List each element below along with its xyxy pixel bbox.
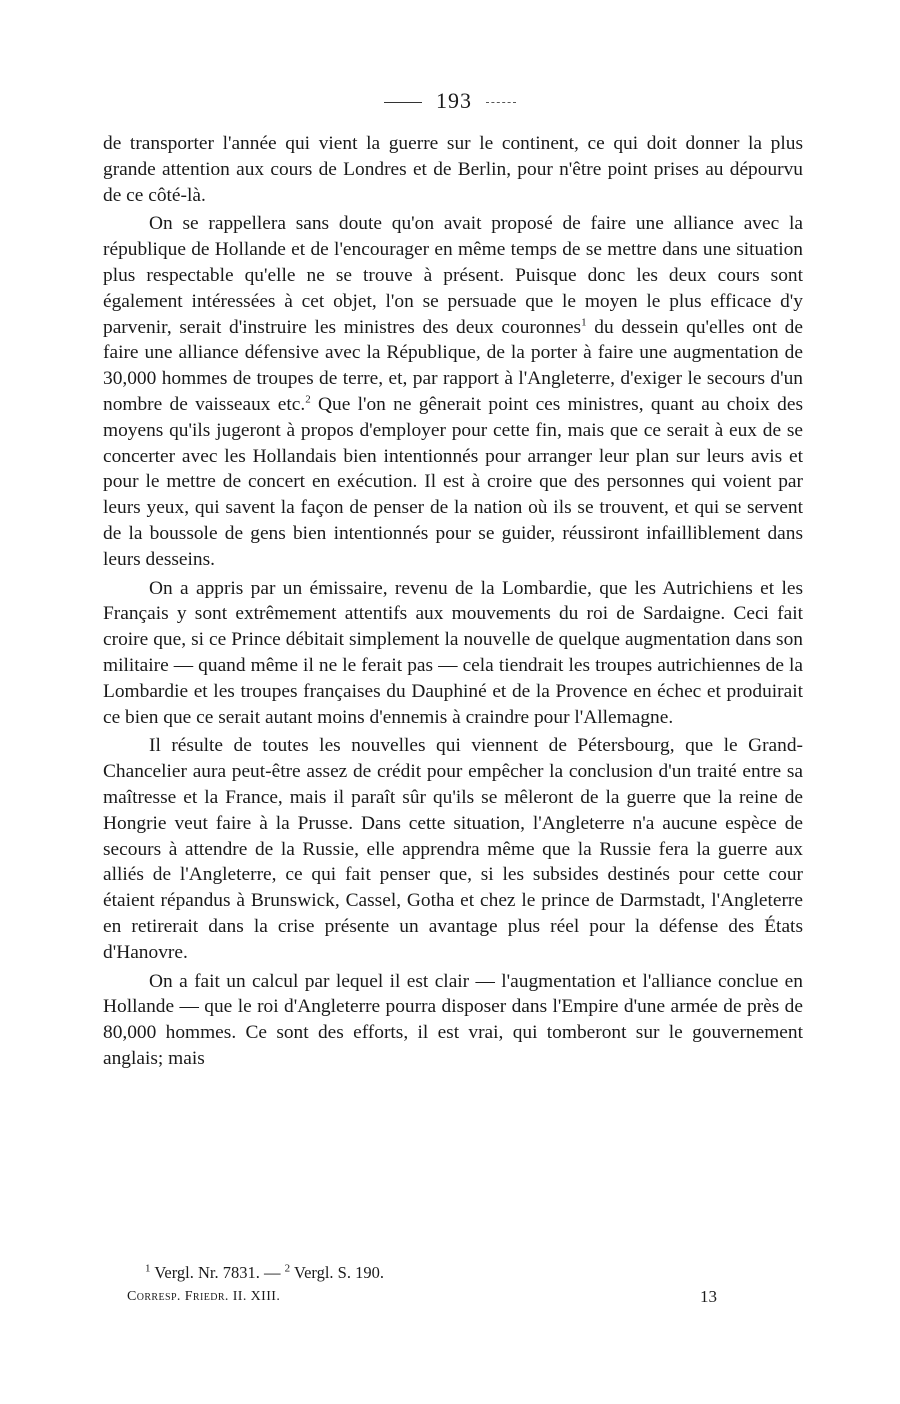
paragraph-text: de transporter l'année qui vient la guerre sur le continent, ce qui doit donner la plus grande attention aux cours de Londres et de Berlin, pour n'être point prises au dépourvu de ce côté-là. (103, 133, 803, 206)
paragraph-text: On a appris par un émissaire, revenu de la Lombardie, que les Autrichiens et les Français y sont extrêmement attentifs aux mouvements du roi de Sardaigne. Ceci fait croire que, si ce Prince débitait simplement la nouvelle de quelque augmentation dans son militaire — quand même il ne le ferait pas — cela tiendrait les troupes autrichiennes de la Lombardie et les troupes françaises du Dauphiné et de la Provence en échec et produirait ce bien que ce serait autant moins d'ennemis à craindre pour l'Allemagne. (103, 577, 803, 728)
paragraph-text: On se rappellera sans doute qu'on avait proposé de faire une alliance avec la république de Hollande et de l'encourager en même temps de se mettre dans une situation plus respectable qu'elle ne se trouve à présent. Puisque donc les deux cours sont également intéressées à cet objet, l'on se persuade que le moyen le plus efficace d'y parvenir, serait d'instruire les ministres des deux couronnes (103, 213, 803, 338)
footnote-mark: 1 (145, 1262, 151, 1275)
footnotes (145, 1262, 745, 1284)
page-footer (127, 1286, 717, 1308)
header-rule-left (384, 102, 422, 103)
paragraph-text: On a fait un calcul par lequel il est clair — l'augmentation et l'alliance conclue en Hollande — que le roi d'Angleterre pourra disposer dans l'Empire d'une armée de près de 80,000 hommes. Ce sont des efforts, il est vrai, qui tomberont sur le gouvernement anglais; mais (103, 970, 803, 1069)
paragraph-text: du dessein qu'elles ont de faire une alliance défensive avec la République, de la porter à faire une augmentation de 30,000 hommes de troupes de terre, et, par rapport à l'Angleterre, d'exiger le secours d'un nombre de vaisseaux etc. (103, 316, 803, 415)
signature-mark: 13 (700, 1287, 717, 1306)
page-header (0, 86, 900, 116)
source-citation: Corresp. Friedr. II. XIII. (127, 1289, 281, 1304)
paragraph (103, 131, 803, 208)
footnote-mark: 2 (284, 1262, 291, 1275)
paragraph-text: Que l'on ne gênerait point ces ministres, quant au choix des moyens qu'ils jugeront à propos d'employer pour cette fin, mais que ce serait à eux de se concerter avec les Hollandais bien intentionnés pour arranger leur plan sur leurs avis et pour le mettre de concert en exécution. Il est à croire que des personnes qui voient par leurs yeux, qui savent la façon de penser de la nation où ils se trouvent, et qui se servent de la boussole de gens bien intentionnés pour se guider, réussiront infailliblement dans leurs desseins. (103, 393, 803, 570)
body-text (103, 131, 803, 1072)
footnote-text: Vergl. Nr. 7831. — (154, 1263, 281, 1282)
paragraph (103, 969, 803, 1072)
header-rule-right (486, 102, 516, 103)
page-number: 193 (436, 88, 472, 113)
paragraph-text: Il résulte de toutes les nouvelles qui viennent de Pétersbourg, que le Grand-Chancelier aura peut-être assez de crédit pour empêcher la conclusion d'un traité entre sa maîtresse et la France, mais il paraît sûr qu'ils se mêleront de la guerre que la reine de Hongrie veut faire à la Prusse. Dans cette situation, l'Angleterre n'a aucune espèce de secours à attendre de la Russie, elle apprendra même que la Russie fera la guerre aux alliés de l'Angleterre, ce qui fait penser que, si les subsides destinés pour cette cour étaient répandus à Brunswick, Cassel, Gotha et chez le prince de Darmstadt, l'Angleterre en retirerait dans la crise présente un avantage plus réel pour la défense des États d'Hanovre. (103, 735, 803, 963)
footnote-text: Vergl. S. 190. (293, 1263, 384, 1282)
paragraph (103, 211, 803, 572)
paragraph (103, 576, 803, 731)
paragraph (103, 733, 803, 965)
footnote-mark: 1 (581, 316, 587, 329)
footnote-mark: 2 (305, 393, 311, 406)
